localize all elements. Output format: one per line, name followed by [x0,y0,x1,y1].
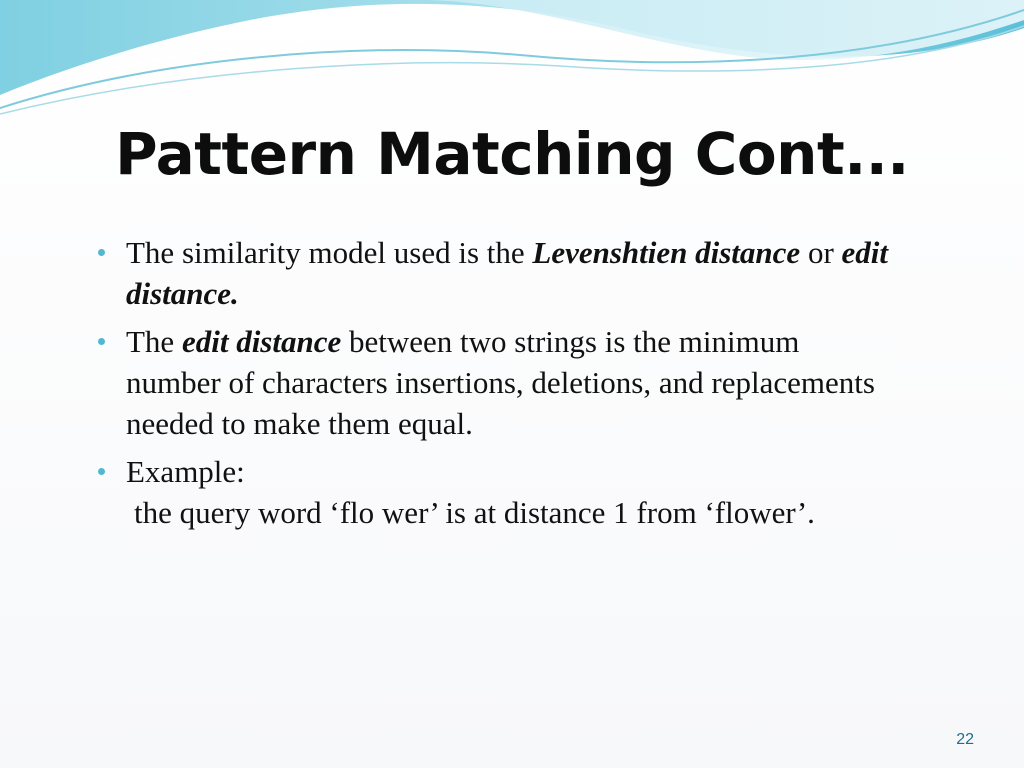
bullet-text: between two strings is the minimum number of characters insertions, deletions, and replacements needed to make them equal. [126,324,875,441]
bullet-dot-icon [98,338,105,345]
term-edit-distance: edit distance. [126,235,889,311]
bullet-text: The similarity model used is the [126,235,533,270]
example-text: the query word ‘flo wer’ is at distance 1 from ‘flower’. [134,495,815,530]
bullet-list [96,232,896,540]
bullet-dot-icon [98,249,105,256]
bullet-text: Example: [126,454,245,489]
term-levenshtien-distance: Levenshtien distance [532,235,801,270]
bullet-text: The [126,324,182,359]
bullet-item [96,451,896,533]
page-number: 22 [956,731,974,748]
bullet-item [96,232,896,314]
bullet-item [96,321,896,444]
decorative-wave-header [0,0,1024,130]
bullet-text: or [800,235,842,270]
slide-title: Pattern Matching Cont... [115,120,909,188]
term-edit-distance: edit distance [181,324,342,359]
bullet-dot-icon [98,468,105,475]
